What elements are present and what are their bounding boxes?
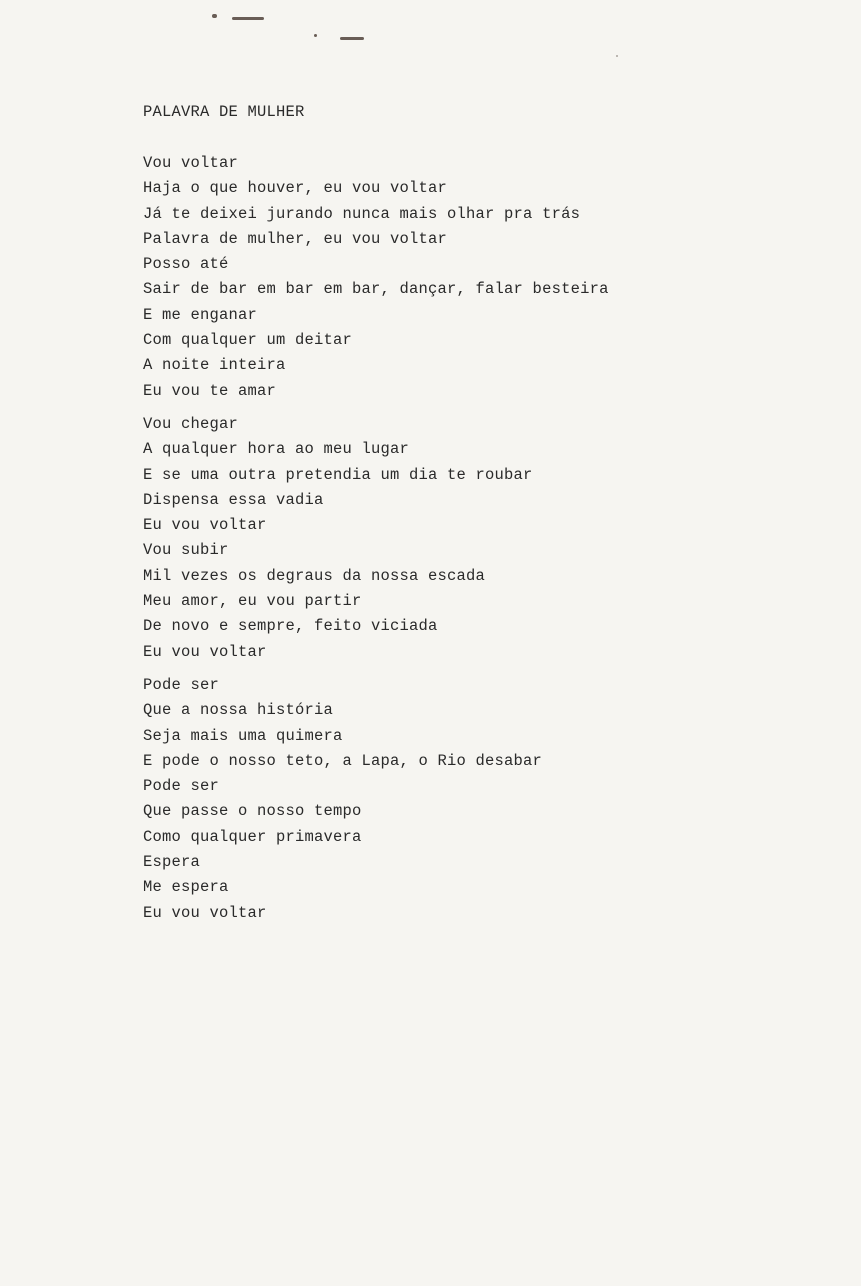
lyric-line: Já te deixei jurando nunca mais olhar pra trás (143, 204, 581, 223)
lyric-line: Com qualquer um deitar (143, 331, 353, 350)
lyric-line: Pode ser (143, 676, 220, 694)
ink-smudge-mark (212, 14, 217, 18)
lyric-line: Seja mais uma quimera (143, 726, 343, 745)
lyric-line: Como qualquer primavera (143, 827, 362, 846)
lyric-line: Mil vezes os degraus da nossa escada (143, 566, 486, 585)
ink-smudge-mark (314, 34, 317, 37)
lyric-line: Vou chegar (143, 415, 239, 433)
lyric-line: Dispensa essa vadia (143, 490, 324, 509)
lyric-line: Que a nossa história (143, 701, 334, 720)
ink-smudge-mark (340, 37, 364, 40)
lyric-line: Haja o que houver, eu vou voltar (143, 179, 448, 198)
lyric-line: A qualquer hora ao meu lugar (143, 440, 410, 459)
lyric-line: E pode o nosso teto, a Lapa, o Rio desabar (143, 751, 543, 770)
lyric-line: Pode ser (143, 777, 220, 796)
ink-smudge-mark (616, 55, 618, 57)
lyric-line: E me enganar (143, 305, 258, 324)
lyric-line: Me espera (143, 878, 229, 897)
lyric-line: Eu vou te amar (143, 381, 277, 400)
lyric-line: A noite inteira (143, 356, 286, 375)
lyric-line: Eu vou voltar (143, 903, 267, 922)
lyric-line: Vou voltar (143, 154, 239, 172)
ink-smudge-mark (232, 17, 264, 20)
stanza-1 (143, 151, 609, 404)
lyric-line: Palavra de mulher, eu vou voltar (143, 229, 448, 248)
lyric-line: Posso até (143, 255, 229, 274)
lyric-line: Eu vou voltar (143, 642, 267, 661)
lyric-line: Eu vou voltar (143, 516, 267, 535)
stanza-2 (143, 412, 533, 665)
lyric-line: Espera (143, 853, 201, 872)
lyric-line: De novo e sempre, feito viciada (143, 617, 438, 636)
lyric-line: E se uma outra pretendia um dia te roubar (143, 465, 533, 484)
lyric-line: Que passe o nosso tempo (143, 802, 362, 821)
lyric-line: Vou subir (143, 541, 229, 560)
stanza-3 (143, 673, 542, 926)
lyric-line: Sair de bar em bar em bar, dançar, falar besteira (143, 280, 609, 299)
page-title: PALAVRA DE MULHER (143, 103, 305, 121)
lyric-line: Meu amor, eu vou partir (143, 592, 362, 611)
